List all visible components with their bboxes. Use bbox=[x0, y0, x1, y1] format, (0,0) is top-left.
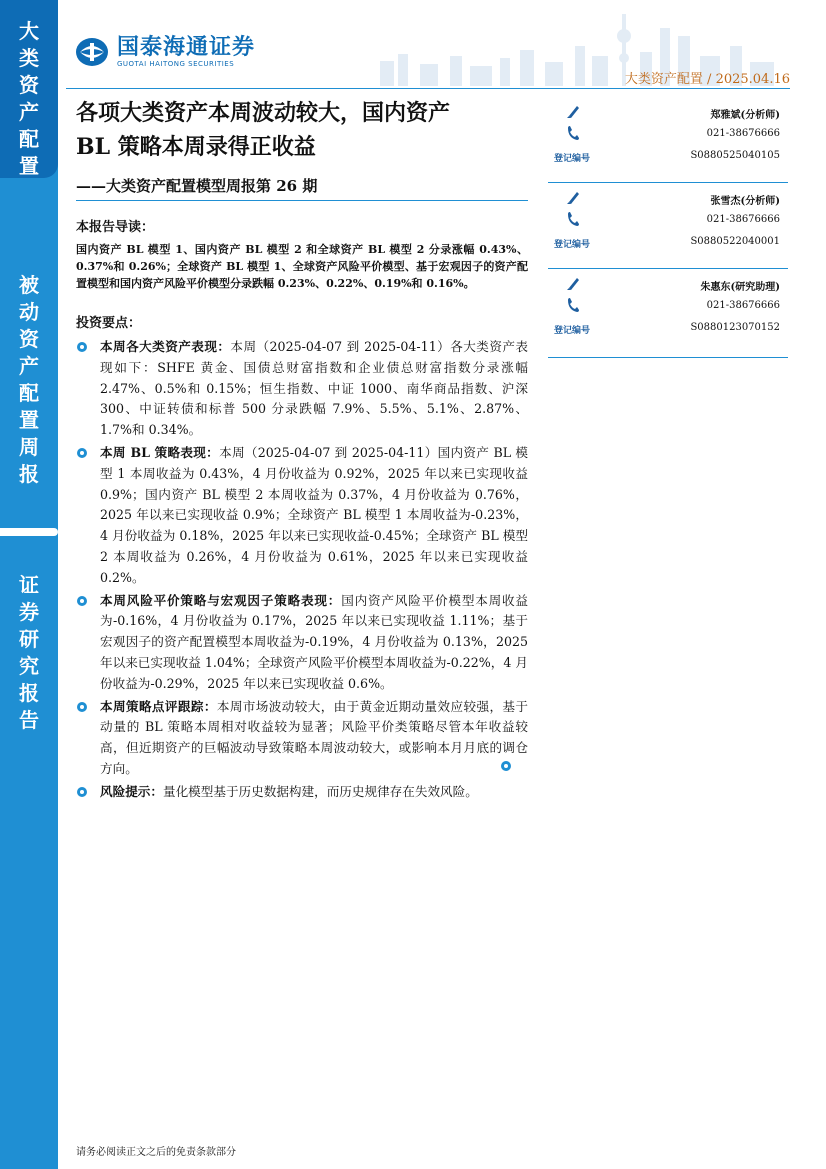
guide-text: 国内资产 BL 模型 1、国内资产 BL 模型 2 和全球资产 BL 模型 2 分录涨幅 0.43%、0.37%和 0.26%；全球资产 BL 模型 1、全球资产风险平价模型、基于宏观因子的资产配置模型和国内资产风险平价模型分录跌幅 0.23%、0.22%、0.19%和 0.16%。 bbox=[76, 243, 528, 290]
analyst-phone: 021-38676666 bbox=[706, 300, 780, 311]
sidebar-char: 置 bbox=[19, 408, 39, 432]
analyst-divider bbox=[548, 268, 788, 269]
sidebar-char: 资 bbox=[19, 327, 39, 351]
main-content bbox=[76, 212, 528, 805]
bullet-icon bbox=[76, 701, 88, 713]
pen-icon bbox=[566, 189, 580, 205]
sidebar-char: 周 bbox=[19, 435, 39, 459]
sidebar-char: 资 bbox=[19, 73, 39, 97]
pen-icon bbox=[566, 103, 580, 119]
logo-icon bbox=[75, 37, 109, 67]
bullet-icon bbox=[76, 447, 88, 459]
analyst-phone: 021-38676666 bbox=[706, 214, 780, 225]
analyst-reg-row bbox=[548, 232, 788, 254]
report-title bbox=[76, 96, 536, 164]
analyst-card bbox=[548, 188, 788, 254]
reg-label: 登记编号 bbox=[554, 240, 591, 250]
analyst-name: 张雪杰(分析师) bbox=[710, 196, 780, 207]
end-marker-icon bbox=[500, 760, 512, 772]
header-divider bbox=[66, 88, 790, 89]
sidebar-char: 研 bbox=[19, 627, 39, 651]
analyst-divider bbox=[548, 357, 788, 358]
sidebar-char: 产 bbox=[19, 100, 39, 124]
point-text: 国内资产风险平价模型本周收益为-0.16%，4 月份收益为 0.17%，2025 年以来已实现收益 1.11%；基于宏观因子的资产配置模型本周收益为-0.19%，4 月份收益为 0.13%，2025 年以来已实现收益 1.04%；全球资产风险平价模型本周收益为-0.22%，4 月份收益为-0.29%，2025 年以来已实现收益 0.6%。 bbox=[100, 592, 529, 691]
list-item bbox=[76, 591, 528, 695]
analyst-reg-number: S0880522040001 bbox=[690, 236, 780, 247]
sidebar-divider bbox=[0, 528, 58, 536]
sidebar-char: 报 bbox=[19, 681, 39, 705]
list-item bbox=[76, 697, 528, 780]
title-line: 各项大类资产本周波动较大，国内资产 bbox=[76, 100, 451, 126]
sidebar-char: 究 bbox=[19, 654, 39, 678]
bullet-icon bbox=[76, 341, 88, 353]
sidebar bbox=[0, 0, 58, 1169]
report-category-date: 大类资产配置 / 2025.04.16 bbox=[624, 72, 790, 87]
analyst-name: 郑雅斌(分析师) bbox=[710, 110, 780, 121]
sidebar-char: 动 bbox=[19, 300, 39, 324]
point-label: 本周各大类资产表现： bbox=[100, 339, 231, 354]
point-text: 本周市场波动较大，由于黄金近期动量效应较强，基于动量的 BL 策略本周相对收益较为显著；风险平价类策略尽管本年收益较高，但近期资产的巨幅波动导致策略本周波动较大，或影响本月月底的调仓方向。 bbox=[100, 698, 529, 776]
company-logo bbox=[75, 36, 255, 68]
list-item bbox=[76, 443, 528, 589]
sidebar-char: 报 bbox=[19, 462, 39, 486]
analyst-phone-row bbox=[548, 210, 788, 232]
point-text: 本周（2025-04-07 到 2025-04-11）国内资产 BL 模型 1 本周收益为 0.43%，4 月份收益为 0.92%，2025 年以来已实现收益 0.9%；国内资产 BL 模型 2 本周收益为 0.37%，4 月份收益为 0.76%，2025 年以来已实现收益 0.9%；全球资产 BL 模型 1 本周收益为-0.23%，4 月份收益为 0.18%，2025 年以来已实现收益-0.45%；全球资产 BL 模型 2 本周收益为 0.26%，4 月份收益为 0.61%，2025 年以来已实现收益 0.2%。 bbox=[100, 444, 528, 585]
analyst-name-row bbox=[548, 188, 788, 210]
bullet-icon bbox=[76, 595, 88, 607]
point-text: 本周（2025-04-07 到 2025-04-11）各大类资产表现如下：SHFE 黄金、国债总财富指数和企业债总财富指数分录涨幅 2.47%、0.5%和 0.15%；恒生指数、中证 1000、南华商品指数、沪深 300、中证转债和标普 500 分录跌幅 7.9%、5.5%、5.1%、2.87%、1.7%和 0.34%。 bbox=[100, 339, 529, 438]
sidebar-doc-type bbox=[0, 572, 58, 734]
title-divider bbox=[76, 200, 528, 201]
pen-icon bbox=[566, 275, 580, 291]
sidebar-report-type bbox=[0, 272, 58, 488]
sidebar-char: 置 bbox=[19, 154, 39, 178]
sidebar-char: 配 bbox=[19, 381, 39, 405]
sidebar-char: 配 bbox=[19, 127, 39, 151]
bullet-icon bbox=[76, 786, 88, 798]
logo-text: 国泰海通证券 bbox=[117, 35, 256, 60]
disclaimer-footer: 请务必阅读正文之后的免责条款部分 bbox=[76, 1147, 236, 1158]
sidebar-category bbox=[0, 0, 58, 178]
analyst-name-row bbox=[548, 274, 788, 296]
point-label: 风险提示： bbox=[100, 783, 163, 799]
list-item bbox=[76, 337, 528, 441]
sidebar-char: 被 bbox=[19, 273, 39, 297]
logo-subtext: GUOTAI HAITONG SECURITIES bbox=[117, 60, 235, 68]
analyst-card bbox=[548, 274, 788, 340]
point-text: 量化模型基于历史数据构建，而历史规律存在失效风险。 bbox=[162, 783, 478, 799]
analyst-card bbox=[548, 102, 788, 168]
analyst-name: 朱惠东(研究助理) bbox=[700, 282, 780, 293]
sidebar-char: 产 bbox=[19, 354, 39, 378]
analyst-phone-row bbox=[548, 296, 788, 318]
sidebar-char: 类 bbox=[19, 46, 39, 70]
point-label: 本周风险平价策略与宏观因子策略表现： bbox=[100, 592, 342, 608]
analyst-reg-number: S0880525040105 bbox=[690, 150, 780, 161]
sidebar-char: 券 bbox=[19, 600, 39, 624]
analyst-reg-row bbox=[548, 318, 788, 340]
sidebar-char: 大 bbox=[19, 19, 39, 43]
phone-icon bbox=[566, 125, 580, 141]
list-item bbox=[76, 782, 528, 803]
title-line: BL 策略本周录得正收益 bbox=[76, 134, 316, 160]
point-label: 本周 BL 策略表现： bbox=[100, 444, 220, 460]
reg-label: 登记编号 bbox=[554, 326, 591, 336]
sidebar-char: 告 bbox=[19, 708, 39, 732]
sidebar-char: 证 bbox=[19, 573, 39, 597]
guide-heading: 本报告导读： bbox=[76, 220, 155, 235]
report-subtitle: ——大类资产配置模型周报第 26 期 bbox=[76, 177, 318, 195]
analyst-phone: 021-38676666 bbox=[706, 128, 780, 139]
analyst-reg-row bbox=[548, 146, 788, 168]
analyst-name-row bbox=[548, 102, 788, 124]
point-label: 本周策略点评跟踪： bbox=[100, 698, 217, 714]
analyst-reg-number: S0880123070152 bbox=[690, 322, 780, 333]
reg-label: 登记编号 bbox=[554, 154, 591, 164]
analyst-phone-row bbox=[548, 124, 788, 146]
analyst-divider bbox=[548, 182, 788, 183]
phone-icon bbox=[566, 211, 580, 227]
phone-icon bbox=[566, 297, 580, 313]
points-heading: 投资要点： bbox=[76, 316, 142, 331]
